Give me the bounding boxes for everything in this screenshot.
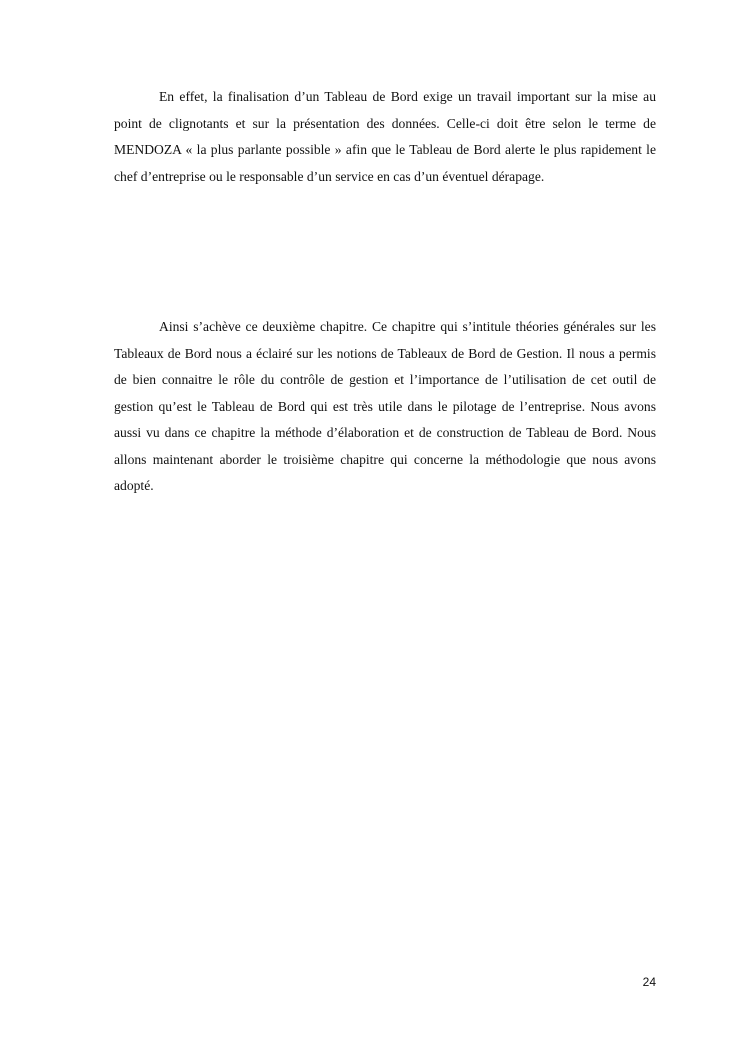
body-paragraph-1: En effet, la finalisation d’un Tableau de Bord exige un travail important sur la mise au point de clignotants et sur la présentation des données. Celle-ci doit être selon le terme de MENDOZA « la plus parlante possible » afin que le Tableau de Bord alerte le plus rapidement le chef d’entreprise ou le responsable d’un service en cas d’un éventuel dérapage. (114, 89, 656, 184)
page-number: 24 (642, 975, 656, 989)
body-paragraph-2: Ainsi s’achève ce deuxième chapitre. Ce chapitre qui s’intitule théories générales sur les Tableaux de Bord nous a éclairé sur les notions de Tableaux de Bord de Gestion. Il nous a permis de bien connaitre le rôle du contrôle de gestion et l’importance de l’utilisation de cet outil de gestion qu’est le Tableau de Bord qui est très utile dans le pilotage de l’entreprise. Nous avons aussi vu dans ce chapitre la méthode d’élaboration et de construction de Tableau de Bord. Nous allons maintenant aborder le troisième chapitre qui concerne la méthodologie que nous avons adopté. (114, 319, 656, 493)
